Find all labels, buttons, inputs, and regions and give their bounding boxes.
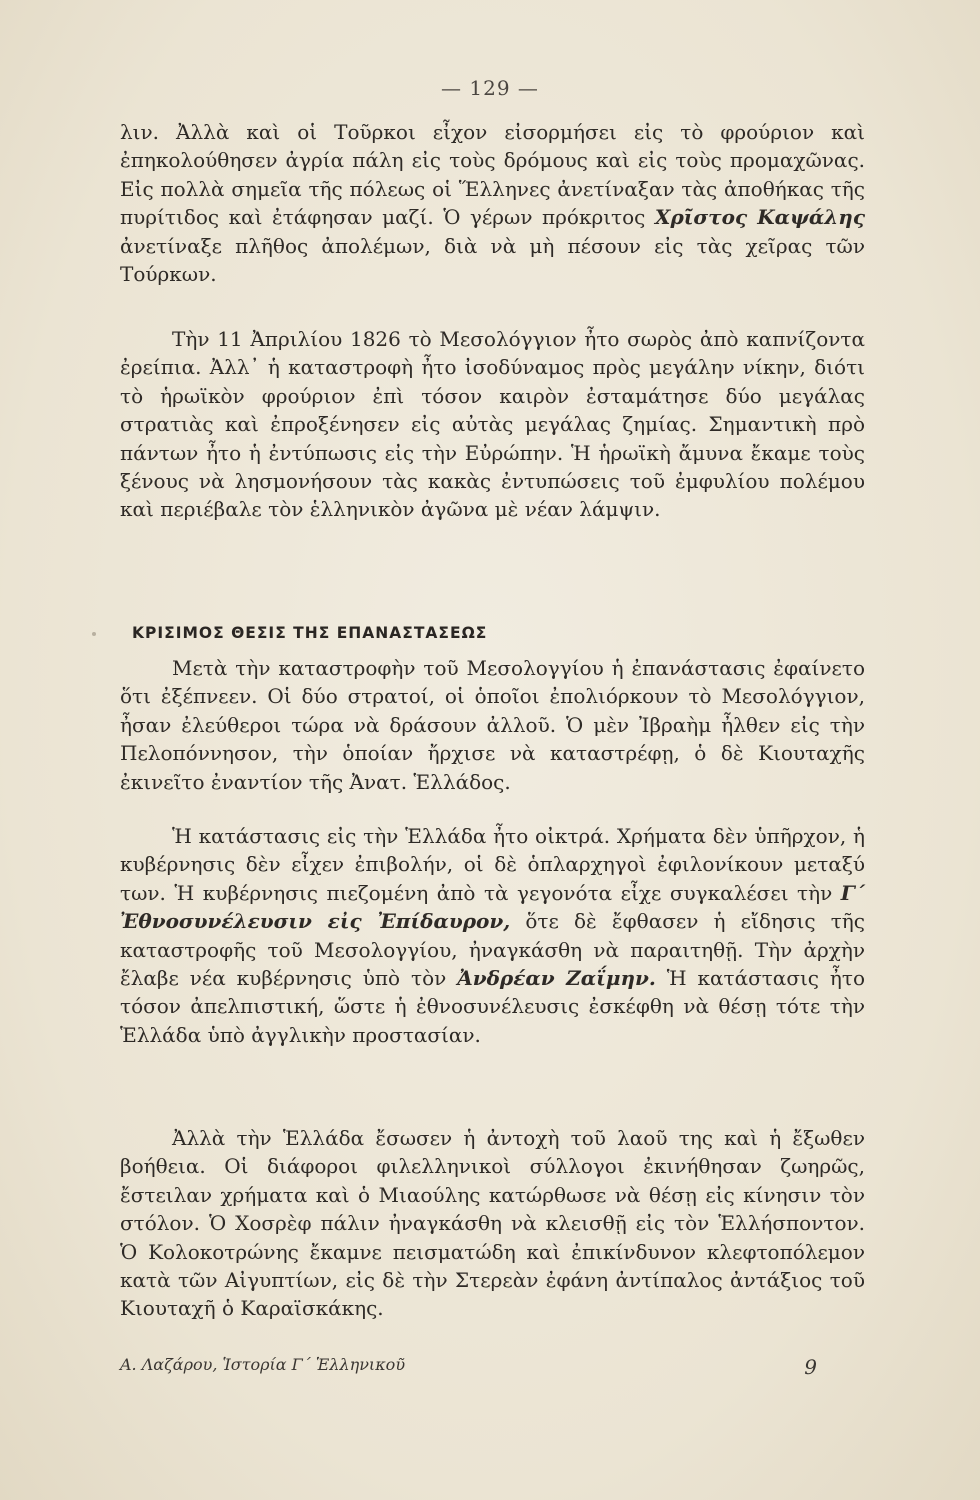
page-footer: [120, 1355, 865, 1379]
paragraph-2-text: Τὴν 11 Ἀπριλίου 1826 τὸ Μεσολόγγιον ἦτο σωρὸς ἀπὸ καπνίζοντα ἐρείπια. Ἀλλ᾽ ἡ καταστροφὴ ἦτο ἰσοδύναμος πρὸς μεγάλην νίκην, διότι τὸ ἡρωϊκὸν φρούριον ἐπὶ τόσον καιρὸν ἐσταμάτησε δύο μεγάλας στρατιὰς καὶ ἐπροξένησεν εἰς αὐτὰς μεγάλας ζημίας. Σημαντικὴ πρὸ πάντων ἦτο ἡ ἐντύπωσις εἰς τὴν Εὐρώπην. Ἡ ἡρωϊκὴ ἄμυνα ἔκαμε τοὺς ξένους νὰ λησμονήσουν τὰς κακὰς ἐντυπώσεις τοῦ ἐμφυλίου πολέμου καὶ περιέβαλε τὸν ἑλληνικὸν ἀγῶνα μὲ νέαν λάμψιν.: [120, 327, 865, 522]
person-name-kapsalis: Χρῖστος Καψάλης: [654, 205, 866, 230]
margin-mark: [92, 632, 96, 636]
paragraph-3-text: Μετὰ τὴν καταστροφὴν τοῦ Μεσολογγίου ἡ ἐπανάστασις ἐφαίνετο ὅτι ἐξέπνεεν. Οἱ δύο στρατοί, οἱ ὁποῖοι ἐπολιόρκουν τὸ Μεσολόγγιον, ἦσαν ἐλεύθεροι τώρα νὰ δράσουν ἀλλοῦ. Ὁ μὲν Ἰβραὴμ ἦλθεν εἰς τὴν Πελοπόννησον, τὴν ὁποίαν ἤρχισε νὰ καταστρέφῃ, ὁ δὲ Κιουταχῆς ἐκινεῖτο ἐναντίον τῆς Ἀνατ. Ἑλλάδος.: [120, 656, 865, 794]
paragraph-1-text: λιν. Ἀλλὰ καὶ οἱ Τοῦρκοι εἶχον εἰσορμήσει εἰς τὸ φρούριον καὶ ἐπηκολούθησεν ἀγρία πάλη εἰς τοὺς δρόμους καὶ εἰς τοὺς προμαχῶνας. Εἰς πολλὰ σημεῖα τῆς πόλεως οἱ Ἕλληνες ἀνετίναξαν τὰς ἀποθήκας τῆς πυρίτιδος καὶ ἐτάφησαν μαζί. Ὁ γέρων πρόκριτος: [120, 120, 865, 230]
section-heading: ΚΡΙΣΙΜΟΣ ΘΕΣΙΣ ΤΗΣ ΕΠΑΝΑΣΤΑΣΕΩΣ: [132, 624, 488, 642]
paragraph-4-text-a: Ἡ κατάστασις εἰς τὴν Ἑλλάδα ἦτο οἰκτρά. Χρήματα δὲν ὑπῆρχον, ἡ κυβέρνησις δὲν εἶχεν ἐπιβολήν, οἱ δὲ ὁπλαρχηγοὶ ἐφιλονίκουν μεταξύ των. Ἡ κυβέρνησις πιεζομένη ἀπὸ τὰ γεγονότα εἶχε συγκαλέσει τὴν: [120, 824, 865, 905]
paragraph-after-destruction: [120, 654, 865, 796]
footer-source: Α. Λαζάρου, Ἱστορία Γ΄ Ἑλληνικοῦ: [120, 1355, 406, 1374]
paragraph-continuation: [120, 118, 865, 288]
paragraph-mesolongi-fall: [120, 325, 865, 524]
paragraph-5-text: Ἀλλὰ τὴν Ἑλλάδα ἔσωσεν ἡ ἀντοχὴ τοῦ λαοῦ της καὶ ἡ ἔξωθεν βοήθεια. Οἱ διάφοροι φιλελληνικοὶ σύλλογοι ἐκινήθησαν ζωηρῶς, ἔστειλαν χρήματα καὶ ὁ Μιαούλης κατώρθωσε νὰ θέσῃ εἰς κίνησιν τὸν στόλον. Ὁ Χοσρὲφ πάλιν ἠναγκάσθη νὰ κλεισθῇ εἰς τὸν Ἑλλήσποντον. Ὁ Κολοκοτρώνης ἔκαμνε πεισματώδη καὶ ἐπικίνδυνον κλεφτοπόλεμον κατὰ τῶν Αἰγυπτίων, εἰς δὲ τὴν Στερεὰν ἐφάνη ἀντίπαλος ἀντάξιος τοῦ Κιουταχῆ ὁ Καραϊσκάκης.: [120, 1126, 865, 1321]
assembly-name: Γ΄ Ἐθνοσυνέλευσιν εἰς Ἐπίδαυρον,: [120, 880, 865, 934]
paragraph-4-text-b: ὅτε δὲ ἔφθασεν ἡ εἴδησις τῆς καταστροφῆς τοῦ Μεσολογγίου, ἠναγκάσθη νὰ παραιτηθῇ. Τὴν ἀρχὴν ἔλαβε νέα κυβέρνησις ὑπὸ τὸν: [120, 909, 865, 991]
paragraph-salvation: [120, 1124, 865, 1323]
page-number: — 129 —: [441, 76, 539, 100]
signature-mark: 9: [804, 1355, 817, 1379]
paragraph-1-end: ἀνετίναξε πλῆθος ἀπολέμων, διὰ νὰ μὴ πέσουν εἰς τὰς χεῖρας τῶν Τούρκων.: [120, 233, 865, 287]
person-name-zaimis: Ἀνδρέαν Ζαΐμην.: [457, 966, 656, 991]
paragraph-4-text-c: Ἡ κατάστασις ἦτο τόσον ἀπελπιστική, ὥστε ἡ ἐθνοσυνέλευσις ἐσκέφθη νὰ θέσῃ τότε τὴν Ἑλλάδα ὑπὸ ἀγγλικὴν προστασίαν.: [120, 966, 866, 1047]
paragraph-state-of-greece: [120, 822, 865, 1049]
